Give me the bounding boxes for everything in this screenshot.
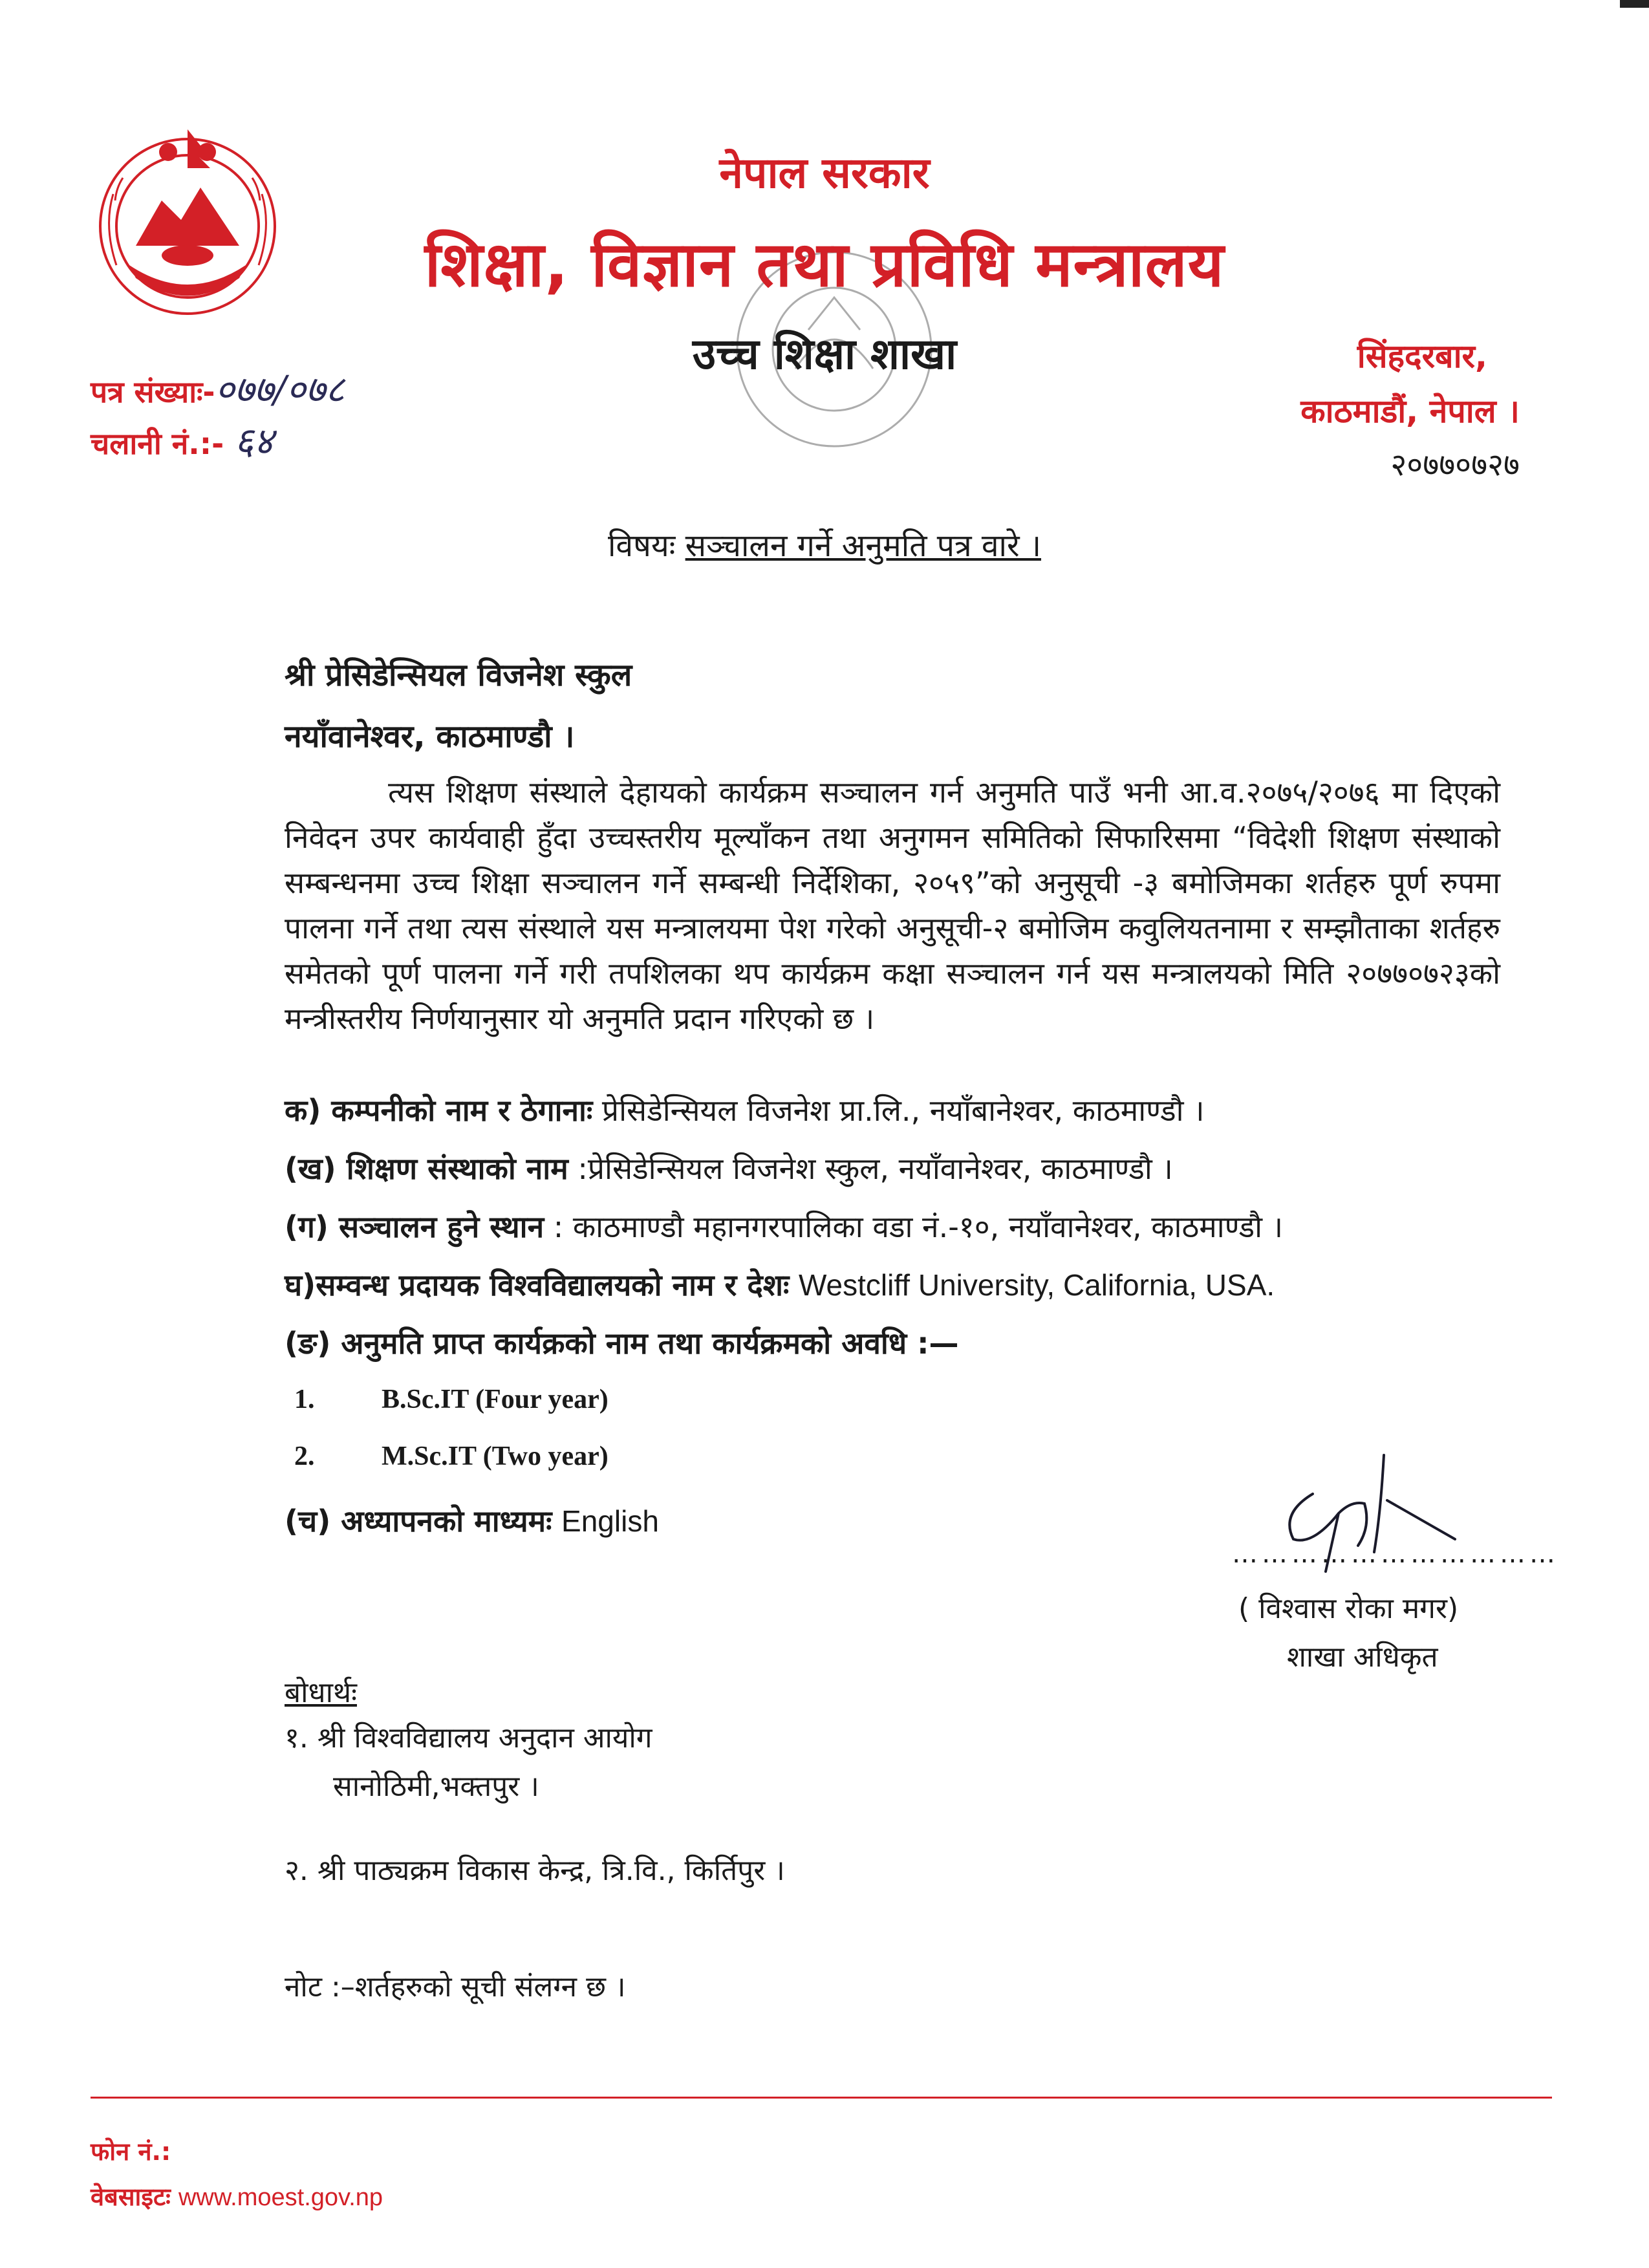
dispatch-number — [91, 414, 274, 465]
medium-label: (च) अध्यापनको माध्यमः — [285, 1504, 552, 1539]
subject-label: विषयः — [607, 528, 676, 564]
detail-university — [285, 1264, 1275, 1304]
note: नोट :–शर्तहरुको सूची संलग्न छ । — [285, 1971, 626, 2003]
dispatch-number-label: चलानी नं.:- — [91, 426, 224, 461]
signatory-name: ( विश्वास रोका मगर) — [1238, 1592, 1459, 1625]
signature-line: …………………………… — [1232, 1539, 1559, 1569]
detail-location — [285, 1206, 1283, 1246]
body-paragraph: त्यस शिक्षण संस्थाले देहायको कार्यक्रम सञ्चालन गर्न अनुमति पाउँ भनी आ.व.२०७५/२०७६ मा दिएको निवेदन उपर कार्यवाही हुँदा उच्चस्तरीय मूल्याँकन तथा अनुगमन समितिको सिफारिसमा “विदेशी शिक्षण संस्थाको सम्बन्धनमा उच्च शिक्षा सञ्चालन गर्ने सम्बन्धी निर्देशिका, २०५९”को अनुसूची -३ बमोजिमका शर्तहरु पूर्ण रुपमा पालना गर्ने तथा त्यस संस्थाले यस मन्त्रालयमा पेश गरेको अनुसूची-२ बमोजिम कवुलियतनामा र सम्झौताका शर्तहरु समेतको पूर्ण पालना गर्ने गरी तपशिलका थप कार्यक्रम कक्षा सञ्चालन गर्न यस मन्त्रालयको मिति २०७७०७२३को मन्त्रीस्तरीय निर्णयानुसार यो अनुमति प्रदान गरिएको छ । — [285, 775, 1500, 1036]
office-location-line2: काठमाडौं, नेपाल । — [1300, 393, 1520, 430]
program-name: M.Sc.IT (Two year) — [382, 1442, 609, 1471]
office-location-line1: सिंहदरबार, — [1357, 338, 1487, 375]
website-link[interactable]: www.moest.gov.np — [178, 2184, 383, 2211]
cc-label: बोधार्थः — [285, 1676, 357, 1709]
letter-number-value: ०७७/०७८ — [215, 367, 345, 411]
medium-value: English — [561, 1504, 659, 1538]
dispatch-number-value: ६४ — [234, 419, 274, 463]
detail-institution — [285, 1148, 1173, 1188]
website — [91, 2179, 383, 2213]
scan-mark — [1620, 0, 1649, 8]
letter-number-label: पत्र संख्याः- — [91, 374, 215, 409]
letter-number — [91, 362, 345, 413]
detail-company — [285, 1090, 1205, 1130]
program-number: 1. — [294, 1385, 315, 1414]
letter-body — [285, 770, 1500, 1041]
cc-item-1: १. श्री विश्वविद्यालय अनुदान आयोग — [285, 1722, 652, 1755]
detail-programs — [285, 1323, 959, 1363]
letter-date: २०७७०७२७ — [1390, 447, 1520, 483]
university-label: घ)सम्वन्ध प्रदायक विश्वविद्यालयको नाम र देशः — [285, 1268, 790, 1302]
institution-label: (ख) शिक्षण संस्थाको नाम — [285, 1151, 568, 1186]
phone-label: फोन नं.: — [91, 2137, 171, 2166]
footer-divider — [91, 2097, 1552, 2099]
university-value: Westcliff University, California, USA. — [798, 1268, 1275, 1302]
website-label: वेबसाइटः — [91, 2183, 171, 2211]
signatory-title: शाखा अधिकृत — [1287, 1641, 1438, 1674]
subject-line — [0, 524, 1649, 566]
ministry-name: शिक्षा, विज्ञान तथा प्रविधि मन्त्रालय — [424, 228, 1225, 301]
programs-label: (ङ) अनुमति प्राप्त कार्यक्रको नाम तथा कार्यक्रमको अवधि :— — [285, 1326, 959, 1361]
program-number: 2. — [294, 1442, 315, 1471]
location-label: (ग) सञ्चालन हुने स्थान — [285, 1209, 544, 1244]
company-value: प्रेसिडेन्सियल विजनेश प्रा.लि., नयाँबानेश्वर, काठमाण्डौ । — [601, 1093, 1205, 1128]
addressee-name: श्री प्रेसिडेन्सियल विजनेश स्कुल — [285, 657, 632, 693]
program-name: B.Sc.IT (Four year) — [382, 1385, 609, 1414]
cc-item-2: २. श्री पाठ्यक्रम विकास केन्द्र, त्रि.वि., किर्तिपुर । — [285, 1854, 785, 1887]
institution-value: :प्रेसिडेन्सियल विजनेश स्कुल, नयाँवानेश्वर, काठमाण्डौ । — [577, 1151, 1173, 1186]
branch-name: उच्च शिक्षा शाखा — [692, 329, 957, 379]
detail-medium — [285, 1500, 659, 1540]
location-value: : काठमाण्डौ महानगरपालिका वडा नं.-१०, नयाँवानेश्वर, काठमाण्डौ । — [553, 1209, 1284, 1244]
subject-text: सञ्चालन गर्ने अनुमति पत्र वारे । — [685, 528, 1042, 564]
company-label: क) कम्पनीको नाम र ठेगानाः — [285, 1093, 593, 1128]
cc-item-1-address: सानोठिमी,भक्तपुर । — [333, 1770, 539, 1803]
government-name: नेपाल सरकार — [719, 148, 930, 198]
addressee-address: नयाँवानेश्वर, काठमाण्डौ । — [285, 718, 575, 755]
